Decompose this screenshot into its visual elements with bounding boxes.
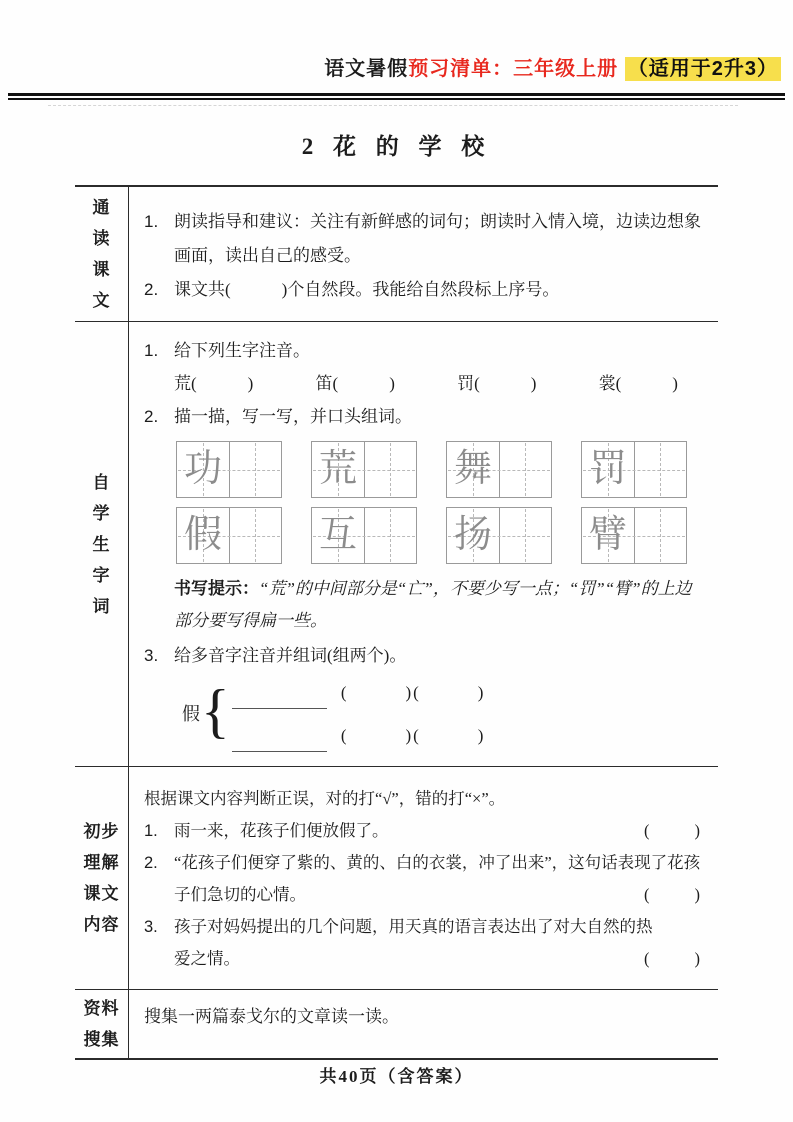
label-chars: 搜集 [83, 1030, 120, 1049]
list-item [144, 205, 704, 273]
trace-character: 臂 [588, 513, 627, 556]
trace-box [446, 507, 552, 564]
judge-answer-parens: ( ) [644, 885, 704, 904]
row-label-read-through [75, 187, 129, 321]
polyphonic-line [232, 719, 486, 752]
character-trace-grid [176, 441, 704, 564]
rule-thin [8, 98, 785, 100]
judge-text: “花孩子们便穿了紫的、黄的、白的衣裳，冲了出来”，这句话表现了花孩 [174, 853, 701, 872]
header-prefix: 语文暑假 [324, 58, 409, 80]
item-text: 给多音字注音并组词(组两个)。 [174, 646, 407, 665]
judge-line [174, 943, 704, 975]
item-number: 1. [144, 212, 159, 231]
item-number: 3. [144, 646, 159, 665]
trace-box [581, 441, 687, 498]
answer-blank-line [232, 736, 327, 752]
trace-box [581, 507, 687, 564]
label-char: 课 [92, 260, 111, 279]
grid-cell [365, 442, 417, 497]
judge-item-body [174, 911, 704, 975]
judge-line [174, 911, 704, 943]
pinyin-blank: 裳( ) [598, 374, 678, 393]
judge-line [174, 879, 704, 911]
item-number: 1. [144, 822, 158, 840]
material-collection-text: 搜集一两篇泰戈尔的文章读一读。 [144, 1007, 399, 1026]
label-char: 文 [92, 291, 111, 310]
judge-text: 爱之情。 [174, 949, 240, 968]
trace-box [446, 441, 552, 498]
trace-box [176, 441, 282, 498]
polyphonic-character: 假 [182, 703, 200, 724]
polyphonic-exercise [182, 676, 704, 752]
label-chars: 课文 [83, 884, 120, 903]
trace-character: 假 [183, 513, 222, 556]
polyphonic-line [232, 676, 486, 709]
label-char: 读 [92, 229, 111, 248]
grid-cell [230, 442, 282, 497]
grid-cell [365, 508, 417, 563]
label-char: 字 [92, 565, 111, 585]
item-text: 给下列生字注音。 [174, 341, 310, 360]
worksheet-table [75, 185, 718, 1060]
label-chars: 内容 [83, 915, 120, 934]
judge-item [144, 911, 704, 975]
page-footer: 共40页（含答案） [319, 1067, 474, 1086]
judge-item [144, 847, 704, 911]
list-item [144, 334, 704, 367]
trace-box [176, 507, 282, 564]
item-text: 课文共( )个自然段。我能给自然段标上序号。 [174, 280, 560, 299]
item-text: 朗读指导和建议：关注有新鲜感的词句；朗读时入情入境，边读边想象画面，读出自己的感受。 [174, 212, 701, 265]
list-item [144, 400, 704, 433]
row-content-self-study [129, 322, 718, 766]
trace-row [176, 507, 704, 564]
page-header [0, 0, 793, 89]
grid-cell [500, 508, 552, 563]
judge-line [174, 815, 704, 847]
trace-box [311, 441, 417, 498]
label-char: 自 [92, 472, 111, 492]
row-label-self-study [75, 322, 129, 766]
grid-cell [230, 508, 282, 563]
table-row-comprehension [75, 767, 718, 990]
pinyin-blank: 荒( ) [174, 374, 254, 393]
answer-parens: ( )( ) [340, 683, 486, 702]
row-label-material-collection [75, 990, 129, 1058]
table-row-read-through [75, 187, 718, 322]
row-content-material-collection [129, 990, 718, 1058]
judge-text: 子们急切的心情。 [174, 885, 306, 904]
trace-row [176, 441, 704, 498]
judge-line [174, 847, 704, 879]
item-text: 描一描，写一写，并口头组词。 [174, 407, 412, 426]
judge-item [144, 815, 704, 847]
polyphonic-lines [232, 676, 486, 752]
grid-cell [635, 508, 687, 563]
lesson-title: 2 花 的 学 校 [301, 134, 492, 159]
pinyin-blank: 笛( ) [315, 374, 395, 393]
rule-thick [8, 93, 785, 96]
label-char: 学 [92, 503, 111, 523]
writing-tip-label: 书写提示： [174, 579, 259, 598]
judge-intro: 根据课文内容判断正误，对的打“√”，错的打“×”。 [144, 789, 506, 808]
label-chars: 初步 [83, 822, 120, 841]
item-number: 2. [144, 854, 158, 872]
judge-text: 雨一来，花孩子们便放假了。 [174, 821, 389, 840]
list-item [144, 639, 704, 672]
writing-tip-text: “荒”的中间部分是“亡”，不要少写一点；“罚”“臂”的上边部分要写得扁一些。 [174, 579, 692, 630]
label-char: 通 [92, 198, 111, 217]
trace-character: 罚 [588, 447, 627, 490]
table-row-material-collection [75, 990, 718, 1060]
brace-glyph: { [201, 678, 230, 744]
judge-answer-parens: ( ) [644, 821, 704, 840]
trace-character: 互 [318, 513, 357, 556]
judge-text: 孩子对妈妈提出的几个问题，用天真的语言表达出了对大自然的热 [174, 917, 653, 936]
writing-tip [174, 573, 700, 637]
grid-cell [500, 442, 552, 497]
label-char: 词 [92, 596, 111, 616]
item-number: 2. [144, 280, 159, 299]
judge-answer-parens: ( ) [644, 949, 704, 968]
pinyin-blank-row [174, 367, 678, 400]
answer-blank-line [232, 693, 327, 709]
grid-cell [635, 442, 687, 497]
answer-parens: ( )( ) [340, 726, 486, 745]
judge-item-body [174, 815, 704, 847]
label-chars: 资料 [83, 999, 120, 1018]
trace-character: 舞 [453, 447, 492, 490]
row-content-read-through [129, 187, 718, 321]
label-chars: 理解 [83, 853, 120, 872]
row-content-comprehension [129, 767, 718, 989]
row-label-comprehension [75, 767, 129, 989]
trace-box [311, 507, 417, 564]
trace-character: 荒 [318, 447, 357, 490]
item-number: 3. [144, 918, 158, 936]
header-red-text: 预习清单：三年级上册 [408, 58, 619, 80]
trace-character: 扬 [453, 513, 492, 556]
header-highlight-badge: （适用于2升3） [625, 57, 781, 81]
table-row-self-study [75, 322, 718, 767]
judge-item-body [174, 847, 704, 911]
header-double-rule [8, 93, 785, 100]
list-item [144, 273, 704, 307]
pinyin-blank: 罚( ) [457, 374, 537, 393]
header-dotted-rule [48, 105, 738, 106]
label-char: 生 [92, 534, 111, 554]
item-number: 1. [144, 341, 159, 360]
trace-character: 功 [183, 447, 222, 490]
item-number: 2. [144, 407, 159, 426]
